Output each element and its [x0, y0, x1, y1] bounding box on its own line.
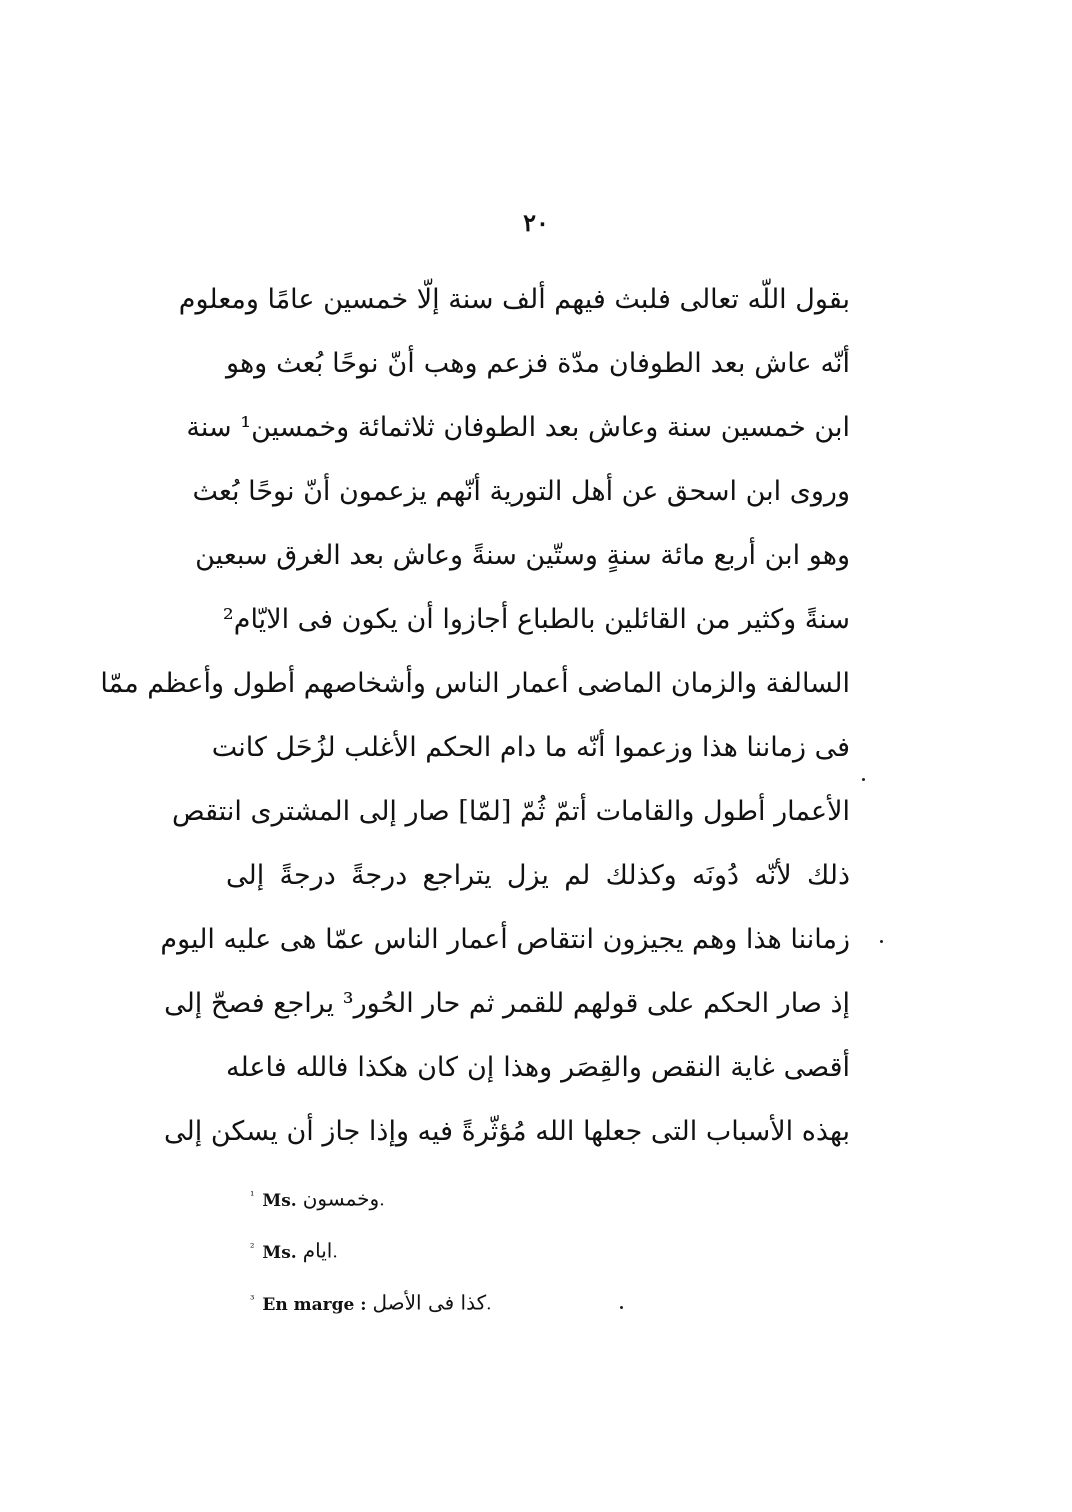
text-line: بهذه الأسباب التى جعلها الله مُؤثّرةً فيه وإذا جاز أن يسكن إلى: [164, 1116, 850, 1147]
text-line: أنّه عاش بعد الطوفان مدّة فزعم وهب أنّ نوحًا بُعث وهو: [226, 348, 850, 379]
text-line: وروى ابن اسحق عن أهل التورية أنّهم يزعمون أنّ نوحًا بُعث: [192, 476, 850, 507]
text-line: زماننا هذا وهم يجيزون انتقاص أعمار الناس عمّا هى عليه اليوم: [160, 924, 850, 955]
footnote-end: .: [332, 1242, 338, 1263]
footnote-label: Ms.: [262, 1242, 297, 1263]
footnote-text: ايام: [302, 1238, 333, 1263]
text-line: أقصى غاية النقص والقِصَر وهذا إن كان هكذا فالله فاعله: [226, 1052, 850, 1083]
text-line: وهو ابن أربع مائة سنةٍ وستّين سنةً وعاش بعد الغرق سبعين: [195, 540, 850, 571]
footnote-marker: ¹: [250, 1189, 255, 1202]
scan-speck: [620, 1306, 623, 1309]
text-line: السالفة والزمان الماضى أعمار الناس وأشخاصهم أطول وأعظم ممّا: [100, 668, 850, 699]
footnote-end: .: [486, 1294, 492, 1315]
scan-speck: [862, 778, 865, 781]
footnote-3: [250, 1274, 670, 1326]
text-line: إذ صار الحكم على قولهم للقمر ثم حار الحُور³ يراجع فصحّ إلى: [164, 988, 850, 1019]
page-number: ٢٠: [523, 208, 549, 237]
main-text: [100, 268, 850, 1164]
footnote-1: [250, 1170, 670, 1222]
text-line: سنةً وكثير من القائلين بالطباع أجازوا أن يكون فى الايّام²: [222, 604, 850, 635]
text-line: ذلك لأنّه دُونَه وكذلك لم يزل يتراجع درجةً درجةً إلى: [226, 860, 850, 891]
footnotes: [250, 1170, 670, 1326]
footnote-label: Ms.: [262, 1190, 297, 1211]
footnote-marker: ²: [250, 1241, 255, 1254]
footnote-label: En marge :: [262, 1294, 367, 1315]
text-line: ابن خمسين سنة وعاش بعد الطوفان ثلاثمائة وخمسين¹ سنة: [186, 412, 850, 443]
text-line: فى زماننا هذا وزعموا أنّه ما دام الحكم الأغلب لزُحَل كانت: [211, 732, 850, 763]
footnote-marker: ³: [250, 1293, 255, 1306]
text-line: الأعمار أطول والقامات أتمّ ثُمّ [لمّا] صار إلى المشترى انتقص: [172, 796, 850, 827]
footnote-end: .: [379, 1190, 385, 1211]
footnote-text: كذا فى الأصل: [372, 1290, 487, 1315]
scan-speck: [880, 940, 883, 943]
text-line: بقول اللّه تعالى فلبث فيهم ألف سنة إلّا خمسين عامًا ومعلوم: [178, 284, 850, 315]
footnote-2: [250, 1222, 670, 1274]
footnote-text: وخمسون: [302, 1186, 380, 1211]
